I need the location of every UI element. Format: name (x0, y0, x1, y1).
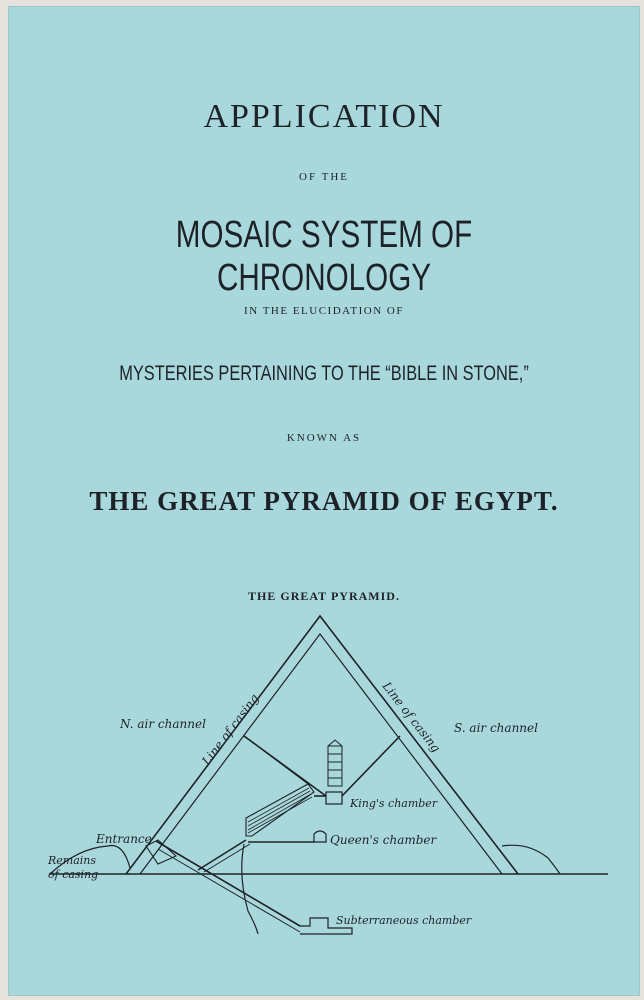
label-line-casing-left: Line of casing (199, 691, 262, 768)
label-subterranean-chamber: Subterraneous chamber (336, 914, 472, 927)
headline: THE GREAT PYRAMID OF EGYPT. (89, 486, 559, 516)
label-n-air-channel: N. air channel (120, 717, 206, 731)
main-title: MOSAIC SYSTEM OF CHRONOLOGY (175, 214, 473, 299)
pyramid-diagram (8, 6, 640, 996)
subtitle: MYSTERIES PERTAINING TO THE “BIBLE IN STONE,” (119, 362, 529, 385)
ascending-passage (198, 840, 246, 870)
label-s-air-channel: S. air channel (454, 721, 538, 735)
south-air-channel (342, 736, 400, 796)
label-line-casing-right: Line of casing (379, 679, 444, 756)
core-outline (140, 634, 502, 874)
label-kings-chamber: King's chamber (350, 797, 438, 810)
label-of-casing: of casing (48, 868, 99, 881)
book-cover (8, 6, 640, 996)
connector-known-as: KNOWN AS (286, 432, 362, 444)
label-queens-chamber: Queen's chamber (330, 833, 437, 847)
well-shaft (242, 844, 258, 934)
label-remains: Remains (48, 854, 97, 867)
title-application: APPLICATION (203, 98, 445, 135)
queens-chamber (314, 831, 326, 842)
label-entrance: Entrance (96, 832, 152, 846)
casing-remains-right (502, 845, 560, 874)
connector-of-the: OF THE (299, 171, 349, 183)
relieving-chambers (328, 740, 342, 786)
kings-chamber (326, 792, 342, 804)
casing-outline (126, 616, 518, 874)
figure-caption: THE GREAT PYRAMID. (248, 589, 400, 603)
connector-elucidation: IN THE ELUCIDATION OF (244, 305, 404, 317)
descending-passage (156, 841, 300, 926)
